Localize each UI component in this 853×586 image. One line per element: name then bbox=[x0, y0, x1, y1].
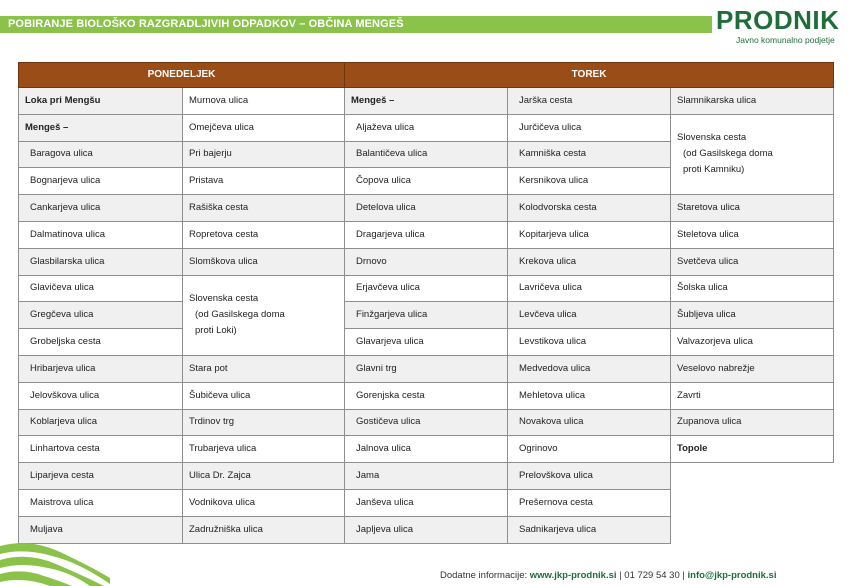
table-cell: Ogrinovo bbox=[508, 436, 671, 463]
table-cell: Koblarjeva ulica bbox=[19, 409, 183, 436]
table-cell: Glavarjeva ulica bbox=[345, 329, 508, 356]
table-cell: Kopitarjeva ulica bbox=[508, 221, 671, 248]
table-cell: Steletova ulica bbox=[671, 221, 834, 248]
table-cell: Valvazorjeva ulica bbox=[671, 329, 834, 356]
cell-line: Slovenska cesta bbox=[677, 132, 747, 144]
table-cell: Zupanova ulica bbox=[671, 409, 834, 436]
table-cell: Jama bbox=[345, 463, 508, 490]
cell-line: (od Gasilskega doma bbox=[683, 148, 773, 160]
table-cell: Krekova ulica bbox=[508, 248, 671, 275]
table-cell: Kolodvorska cesta bbox=[508, 195, 671, 222]
website-link[interactable]: www.jkp-prodnik.si bbox=[529, 570, 617, 581]
table-cell: Cankarjeva ulica bbox=[19, 195, 183, 222]
table-cell: Trdinov trg bbox=[183, 409, 345, 436]
empty-cell bbox=[671, 489, 834, 516]
table-cell: Detelova ulica bbox=[345, 195, 508, 222]
table-row bbox=[19, 463, 834, 490]
table-cell: Erjavčeva ulica bbox=[345, 275, 508, 302]
cell-line: proti Loki) bbox=[195, 325, 237, 337]
table-cell: Baragova ulica bbox=[19, 141, 183, 168]
footer-separator: | bbox=[682, 570, 685, 581]
table-cell: Prešernova cesta bbox=[508, 489, 671, 516]
table-cell: Omejčeva ulica bbox=[183, 114, 345, 141]
cell-line: (od Gasilskega doma bbox=[195, 309, 285, 321]
table-cell: Gostičeva ulica bbox=[345, 409, 508, 436]
table-cell: Glavni trg bbox=[345, 355, 508, 382]
table-cell: Svetčeva ulica bbox=[671, 248, 834, 275]
page-title: POBIRANJE BIOLOŠKO RAZGRADLJIVIH ODPADKOV – OBČINA MENGEŠ bbox=[8, 18, 404, 30]
logo-wordmark: PRODNIK bbox=[716, 5, 840, 35]
table-row bbox=[19, 382, 834, 409]
table-cell: Hribarjeva ulica bbox=[19, 355, 183, 382]
table-cell: Janševa ulica bbox=[345, 489, 508, 516]
footer-separator: | bbox=[619, 570, 622, 581]
table-row bbox=[19, 409, 834, 436]
table-cell: Loka pri Mengšu bbox=[19, 88, 183, 115]
table-row bbox=[19, 489, 834, 516]
phone-number: 01 729 54 30 bbox=[624, 570, 680, 581]
table-cell: Muljava bbox=[19, 516, 183, 543]
day-header-row bbox=[19, 63, 834, 88]
table-cell: Murnova ulica bbox=[183, 88, 345, 115]
table-cell: Ropretova cesta bbox=[183, 221, 345, 248]
table-row bbox=[19, 436, 834, 463]
table-cell: Pristava bbox=[183, 168, 345, 195]
cell-line: proti Kamniku) bbox=[683, 164, 745, 176]
table-cell: Šubljeva ulica bbox=[671, 302, 834, 329]
prodnik-logo bbox=[712, 5, 840, 48]
table-cell: Grobeljska cesta bbox=[19, 329, 183, 356]
table-row bbox=[19, 88, 834, 115]
table-cell: Mengeš – bbox=[19, 114, 183, 141]
table-cell: Jalnova ulica bbox=[345, 436, 508, 463]
empty-cell bbox=[671, 516, 834, 543]
table-cell: Liparjeva cesta bbox=[19, 463, 183, 490]
table-row bbox=[19, 355, 834, 382]
table-cell: Lavričeva ulica bbox=[508, 275, 671, 302]
table-cell: Balantičeva ulica bbox=[345, 141, 508, 168]
table-cell: Čopova ulica bbox=[345, 168, 508, 195]
table-cell: Jelovškova ulica bbox=[19, 382, 183, 409]
table-cell: Slamnikarska ulica bbox=[671, 88, 834, 115]
table-cell: Veselovo nabrežje bbox=[671, 355, 834, 382]
table-cell: Ulica Dr. Zajca bbox=[183, 463, 345, 490]
table-cell: Zavrti bbox=[671, 382, 834, 409]
table-cell: Japljeva ulica bbox=[345, 516, 508, 543]
logo-tagline: Javno komunalno podjetje bbox=[736, 35, 835, 45]
table-row bbox=[19, 516, 834, 543]
table-cell: Staretova ulica bbox=[671, 195, 834, 222]
table-cell: Bognarjeva ulica bbox=[19, 168, 183, 195]
cell-line: Slovenska cesta bbox=[189, 293, 259, 305]
table-cell: Finžgarjeva ulica bbox=[345, 302, 508, 329]
table-cell: Stara pot bbox=[183, 355, 345, 382]
table-cell: Maistrova ulica bbox=[19, 489, 183, 516]
table-cell: Kersnikova ulica bbox=[508, 168, 671, 195]
table-cell: Mehletova ulica bbox=[508, 382, 671, 409]
table-cell: Prelovškova ulica bbox=[508, 463, 671, 490]
footer-label: Dodatne informacije: bbox=[440, 570, 528, 581]
table-cell: Linhartova cesta bbox=[19, 436, 183, 463]
schedule-table bbox=[18, 62, 834, 544]
table-cell: Levčeva ulica bbox=[508, 302, 671, 329]
table-cell-multiline bbox=[183, 275, 345, 355]
table-cell: Topole bbox=[671, 436, 834, 463]
table-row bbox=[19, 275, 834, 302]
table-cell: Jarška cesta bbox=[508, 88, 671, 115]
table-row bbox=[19, 248, 834, 275]
table-cell: Levstikova ulica bbox=[508, 329, 671, 356]
table-cell: Medvedova ulica bbox=[508, 355, 671, 382]
tuesday-header: TOREK bbox=[345, 63, 834, 88]
table-row bbox=[19, 195, 834, 222]
table-cell: Dalmatinova ulica bbox=[19, 221, 183, 248]
table-cell: Drnovo bbox=[345, 248, 508, 275]
table-cell: Dragarjeva ulica bbox=[345, 221, 508, 248]
table-cell: Zadružniška ulica bbox=[183, 516, 345, 543]
table-cell: Rašiška cesta bbox=[183, 195, 345, 222]
table-cell: Vodnikova ulica bbox=[183, 489, 345, 516]
table-cell: Glavičeva ulica bbox=[19, 275, 183, 302]
table-cell: Pri bajerju bbox=[183, 141, 345, 168]
decorative-waves bbox=[0, 534, 110, 586]
table-cell: Trubarjeva ulica bbox=[183, 436, 345, 463]
table-cell: Gorenjska cesta bbox=[345, 382, 508, 409]
table-cell: Sadnikarjeva ulica bbox=[508, 516, 671, 543]
table-row bbox=[19, 114, 834, 141]
footer-info bbox=[440, 569, 776, 583]
empty-cell bbox=[671, 463, 834, 490]
email-link[interactable]: info@jkp-prodnik.si bbox=[687, 570, 777, 581]
table-cell: Slomškova ulica bbox=[183, 248, 345, 275]
table-cell: Jurčičeva ulica bbox=[508, 114, 671, 141]
monday-header: PONEDELJEK bbox=[19, 63, 345, 88]
table-row bbox=[19, 221, 834, 248]
table-row bbox=[19, 302, 834, 329]
table-cell-multiline bbox=[671, 114, 834, 194]
table-cell: Novakova ulica bbox=[508, 409, 671, 436]
table-cell: Šolska ulica bbox=[671, 275, 834, 302]
table-cell: Glasbilarska ulica bbox=[19, 248, 183, 275]
table-cell: Šubičeva ulica bbox=[183, 382, 345, 409]
table-cell: Mengeš – bbox=[345, 88, 508, 115]
table-cell: Gregčeva ulica bbox=[19, 302, 183, 329]
table-cell: Kamniška cesta bbox=[508, 141, 671, 168]
table-cell: Aljaževa ulica bbox=[345, 114, 508, 141]
table-row bbox=[19, 329, 834, 356]
